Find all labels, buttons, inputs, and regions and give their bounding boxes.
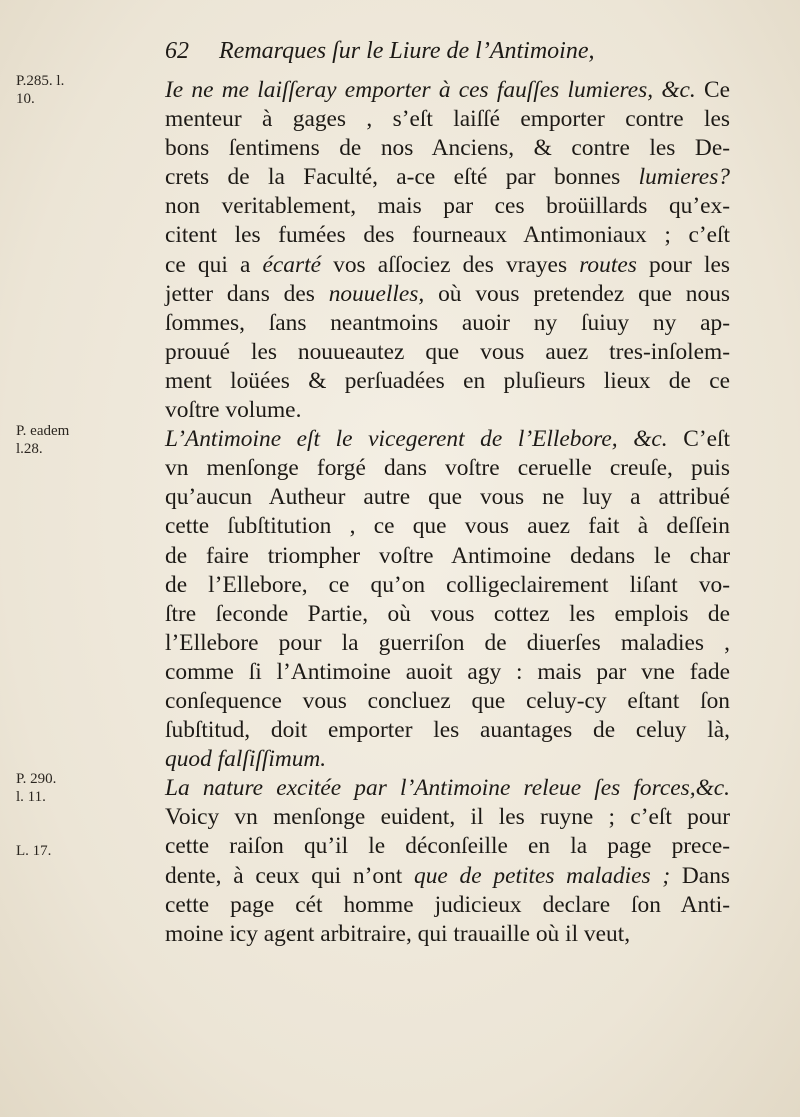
text-line	[165, 891, 730, 920]
text-line	[165, 163, 730, 192]
text-line	[165, 658, 730, 687]
text-run: Dans	[670, 862, 730, 889]
text-line	[165, 483, 730, 512]
margin-note: P.285. l. 10.	[16, 73, 65, 107]
text-run: cette page cét homme judicieux declare ſon Anti-	[165, 891, 730, 918]
italic-phrase: nouuelles,	[328, 280, 425, 307]
text-line	[165, 134, 730, 163]
italic-phrase: Ie ne me laiſſeray emporter à ces fauſſes lumieres, &c.	[165, 77, 696, 103]
text-line	[165, 774, 730, 803]
text-run: cette ſubſtitution , ce que vous auez fait à deſſein	[165, 513, 730, 540]
text-line	[165, 803, 730, 832]
margin-note: P. eadem l.28.	[16, 423, 70, 457]
text-run: jetter dans des	[165, 280, 329, 307]
text-run: prouué les nouueautez que vous auez tres-inſolem-	[165, 338, 730, 365]
text-line	[165, 425, 730, 454]
text-run: comme ſi l’Antimoine auoit agy : mais par vne fade	[165, 658, 730, 685]
text-line	[165, 571, 730, 600]
text-run: ſommes, ſans neantmoins auoir ny ſuiuy ny ap-	[165, 309, 730, 336]
text-run: ſtre ſeconde Partie, où vous cottez les emplois de	[165, 600, 730, 627]
text-line	[165, 251, 730, 280]
text-line	[165, 338, 730, 367]
italic-phrase: L’Antimoine eſt le vicegerent de l’Ellebore, &c.	[165, 426, 668, 453]
text-run: qu’aucun Autheur autre que vous ne luy a attribué	[165, 484, 730, 511]
text-run: l’Ellebore pour la guerriſon de diuerſes maladies ,	[165, 629, 730, 656]
text-line	[165, 192, 730, 221]
text-line	[165, 309, 730, 338]
text-line	[165, 745, 730, 774]
page-number: 62	[165, 38, 189, 64]
text-line	[165, 396, 730, 425]
header-title: Remarques ſur le Liure de l’Antimoine,	[219, 38, 595, 64]
text-run: Ce	[695, 77, 730, 103]
body-text	[165, 76, 730, 949]
text-line	[165, 454, 730, 483]
text-run: où vous pretendez que nous	[424, 280, 730, 307]
text-line	[165, 920, 730, 949]
margin-note: L. 17.	[16, 843, 52, 859]
text-line	[165, 716, 730, 745]
text-run: bons ſentimens de nos Anciens, & contre les De-	[165, 135, 730, 162]
text-run: menteur à gages , s’eſt laiſſé emporter contre les	[165, 106, 730, 133]
text-run: ſubſtitud, doit emporter les auantages de celuy là,	[165, 717, 730, 744]
text-line	[165, 280, 730, 309]
text-line	[165, 105, 730, 134]
text-run: citent les fumées des fourneaux Antimoniaux ; c’eſt	[165, 222, 730, 249]
running-header	[165, 38, 725, 65]
italic-phrase: quod falſiſſimum.	[165, 746, 327, 773]
italic-phrase: écarté	[262, 251, 321, 278]
text-run: dente, à ceux qui n’ont	[165, 862, 415, 889]
text-run: vos aſſociez des vrayes	[320, 251, 580, 278]
margin-note: P. 290. l. 11.	[16, 771, 57, 805]
text-line	[165, 367, 730, 396]
text-run: voſtre volume.	[165, 397, 302, 424]
text-run: C’eſt	[667, 426, 730, 453]
italic-phrase: que de petites maladies ;	[414, 862, 671, 889]
text-run: ce qui a	[165, 251, 263, 278]
text-run: moine icy agent arbitraire, qui trauaille où il veut,	[165, 920, 631, 947]
italic-phrase: La nature excitée par l’Antimoine releue ſes forces,&c.	[165, 775, 730, 802]
text-run: non veritablement, mais par ces broüillards qu’ex-	[165, 193, 730, 220]
italic-phrase: routes	[579, 251, 637, 278]
text-run: conſequence vous concluez que celuy-cy eſtant ſon	[165, 687, 730, 714]
text-run: crets de la Faculté, a-ce eſté par bonnes	[165, 164, 639, 191]
text-line	[165, 542, 730, 571]
text-line	[165, 600, 730, 629]
italic-phrase: lumieres?	[638, 164, 730, 191]
text-line	[165, 862, 730, 891]
text-line	[165, 76, 730, 105]
text-run: ment loüées & perſuadées en pluſieurs lieux de ce	[165, 367, 730, 394]
text-line	[165, 629, 730, 658]
text-line	[165, 832, 730, 861]
text-run: de l’Ellebore, ce qu’on colligeclairement liſant vo-	[165, 571, 730, 598]
text-line	[165, 687, 730, 716]
text-line	[165, 221, 730, 250]
text-line	[165, 512, 730, 541]
text-run: de faire triompher voſtre Antimoine dedans le char	[165, 542, 730, 569]
text-run: Voicy vn menſonge euident, il les ruyne ; c’eſt pour	[165, 804, 730, 831]
text-run: pour les	[636, 251, 730, 278]
text-run: vn menſonge forgé dans voſtre ceruelle creuſe, puis	[165, 455, 730, 482]
text-run: cette raiſon qu’il le déconſeille en la page prece-	[165, 833, 730, 860]
